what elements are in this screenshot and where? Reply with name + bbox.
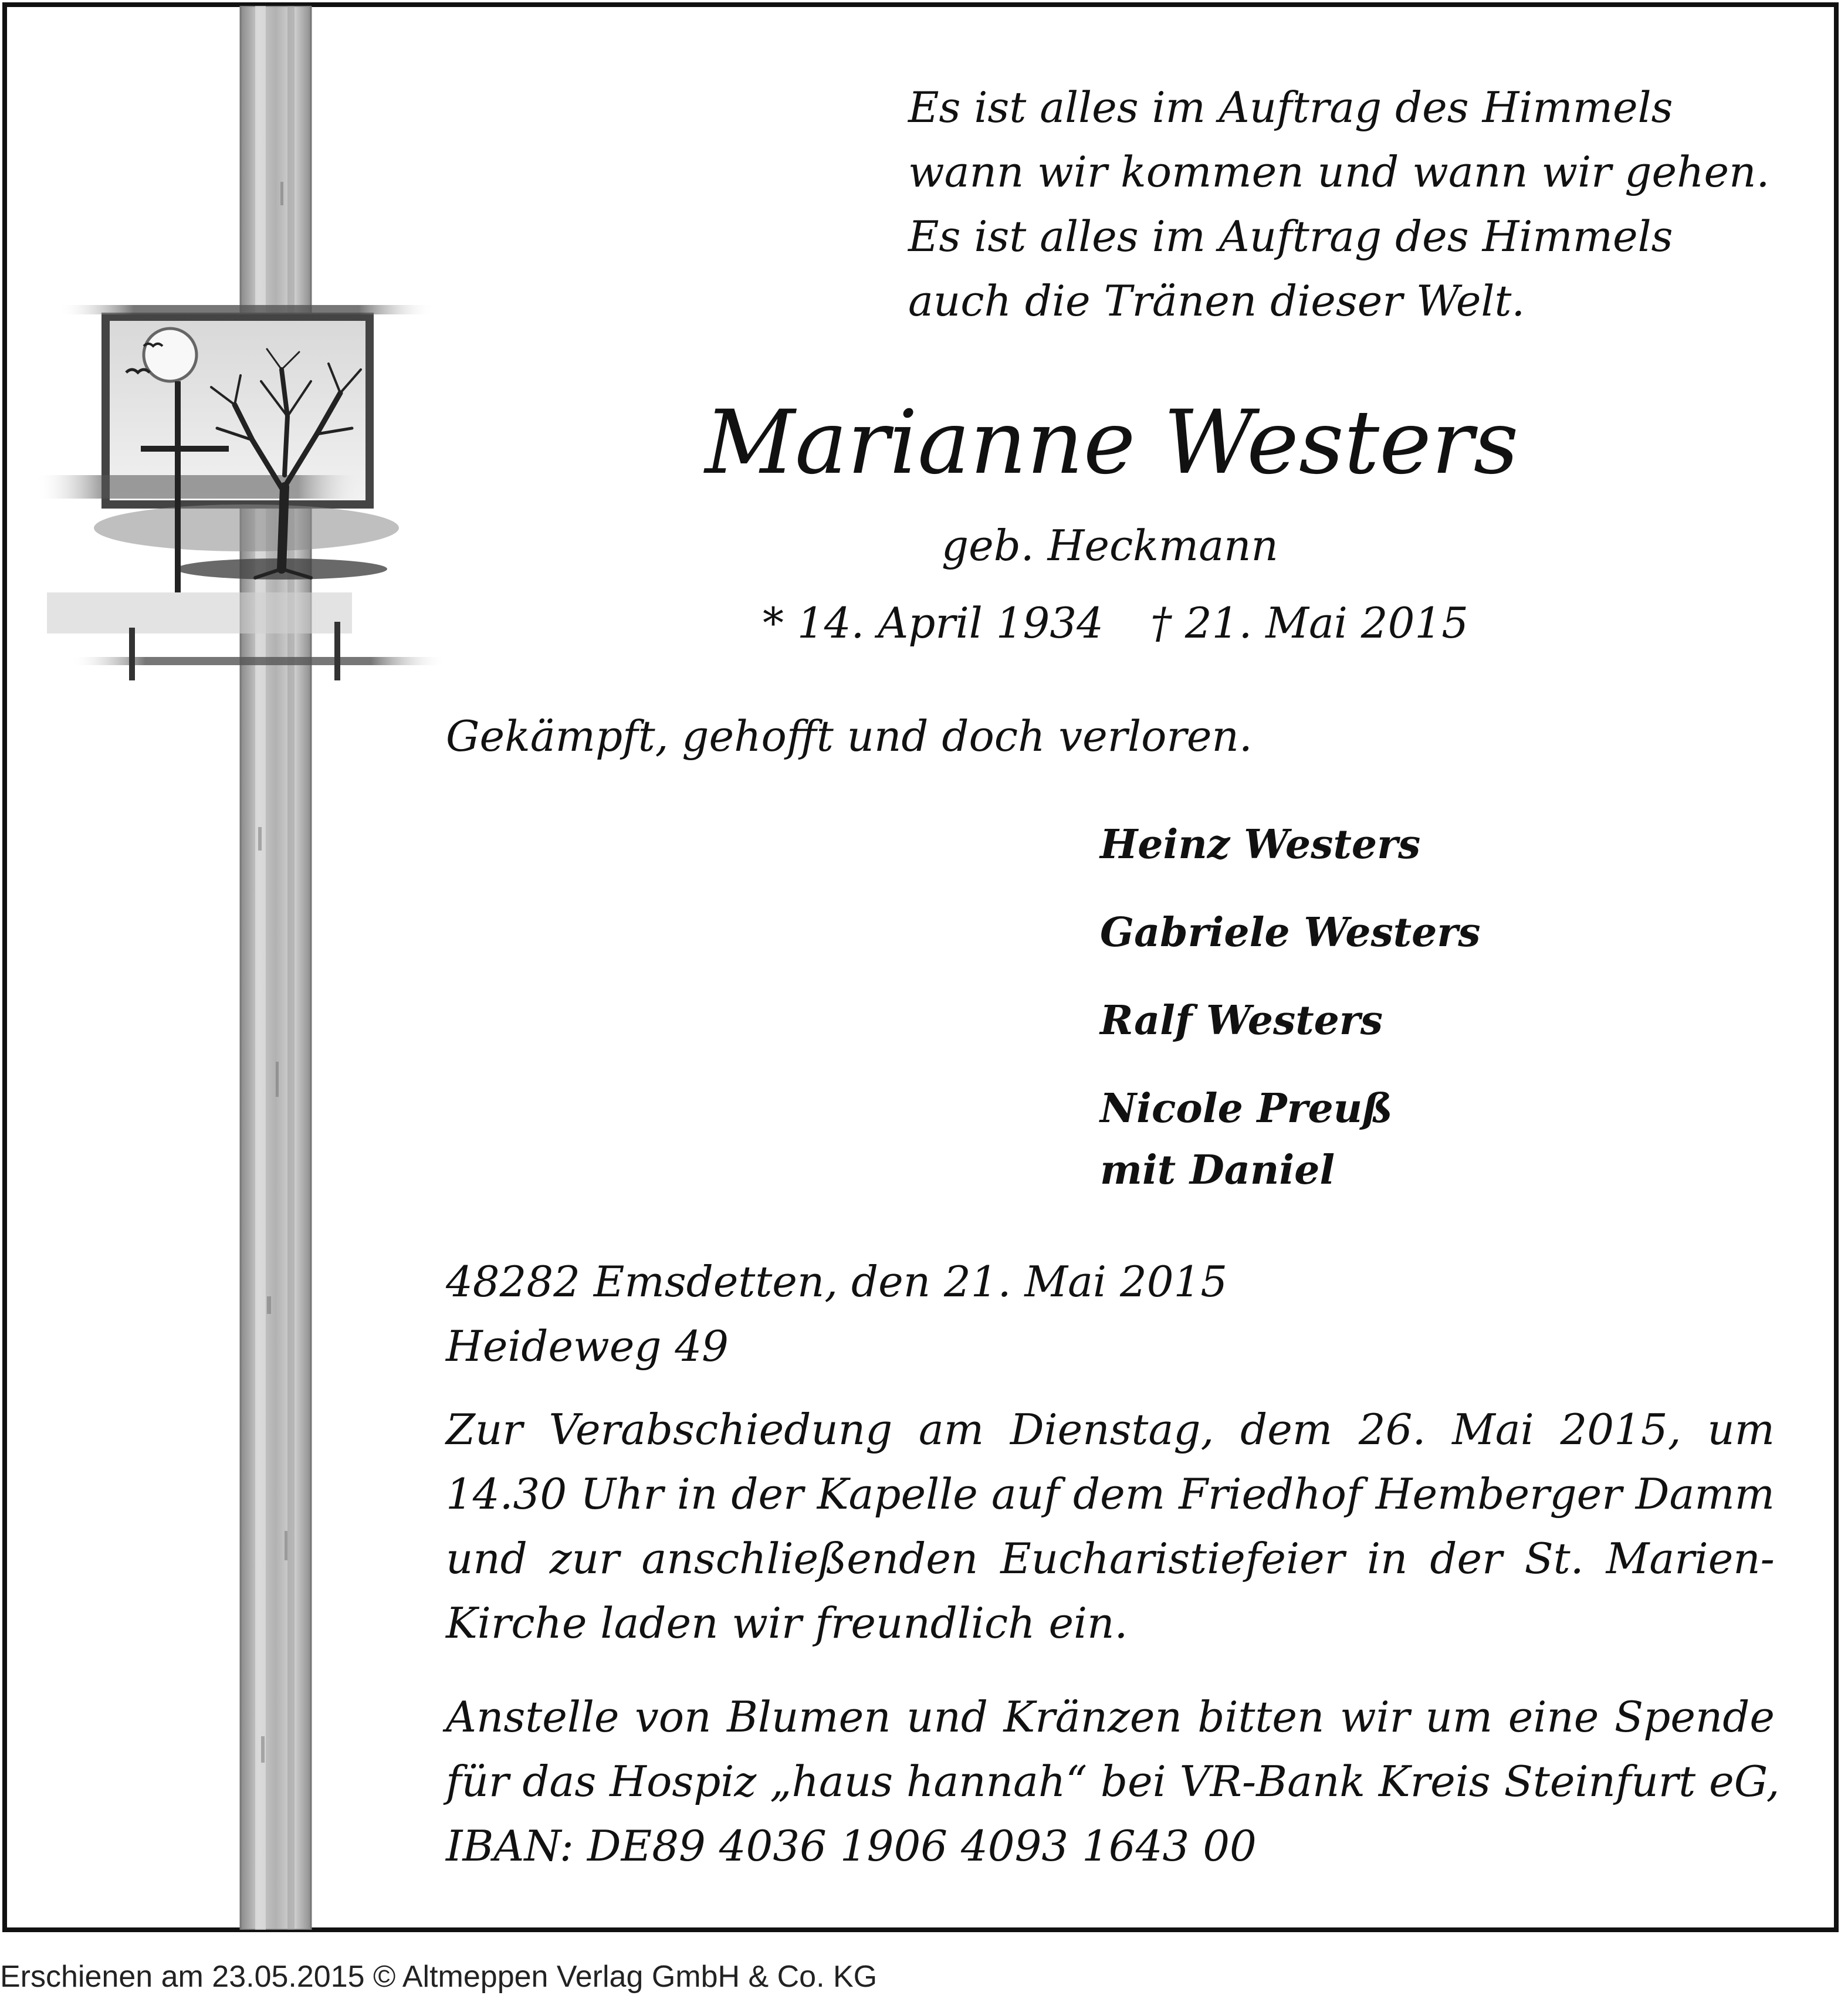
- motto: Gekämpft, gehofft und doch verloren.: [446, 712, 1253, 761]
- donation-paragraph: [446, 1685, 1780, 1878]
- mourner-name: Heinz Westers: [1100, 821, 1421, 868]
- farewell-paragraph: [446, 1397, 1775, 1655]
- address-block: [446, 1249, 1227, 1378]
- publication-footer: Erschienen am 23.05.2015 © Altmeppen Verlag GmbH & Co. KG: [0, 1960, 878, 1994]
- donation-line: Anstelle von Blumen und Kränzen bitten wir um eine Spende: [446, 1692, 1775, 1742]
- street: Heideweg 49: [446, 1322, 729, 1371]
- sun: [144, 328, 197, 381]
- birth-name: geb. Heckmann: [942, 521, 1278, 570]
- poem-line: auch die Tränen dieser Welt.: [908, 276, 1525, 326]
- mourner-name: Nicole Preuß: [1100, 1085, 1393, 1132]
- poem-line: wann wir kommen und wann wir gehen.: [908, 147, 1770, 197]
- poem-line: Es ist alles im Auftrag des Himmels: [908, 83, 1673, 132]
- deceased-name: Marianne Westers: [705, 392, 1519, 494]
- donation-line: IBAN: DE89 4036 1906 4093 1643 00: [446, 1821, 1257, 1871]
- death-date: † 21. Mai 2015: [1150, 598, 1469, 648]
- mourner-name: Ralf Westers: [1100, 997, 1383, 1044]
- farewell-line: Kirche laden wir freundlich ein.: [446, 1598, 1128, 1648]
- farewell-line: Zur Verabschiedung am Dienstag, dem 26. Mai 2015, um: [446, 1405, 1775, 1454]
- birth-date: * 14. April 1934: [763, 598, 1104, 648]
- place-date: 48282 Emsdetten, den 21. Mai 2015: [446, 1257, 1228, 1306]
- farewell-line: 14.30 Uhr in der Kapelle auf dem Friedhof Hemberger Damm: [446, 1469, 1775, 1519]
- donation-line: für das Hospiz „haus hannah“ bei VR-Bank Kreis Steinfurt eG,: [446, 1757, 1780, 1806]
- mourner-name: mit Daniel: [1100, 1147, 1335, 1194]
- farewell-line: und zur anschließenden Eucharistiefeier in der St. Marien-: [446, 1534, 1775, 1583]
- cross-beam: [241, 6, 311, 1930]
- mourner-name: Gabriele Westers: [1100, 909, 1481, 956]
- poem-line: Es ist alles im Auftrag des Himmels: [908, 212, 1673, 261]
- cross-tree-artwork: [23, 6, 446, 1930]
- poem: [908, 75, 1769, 333]
- life-dates: [763, 594, 1468, 652]
